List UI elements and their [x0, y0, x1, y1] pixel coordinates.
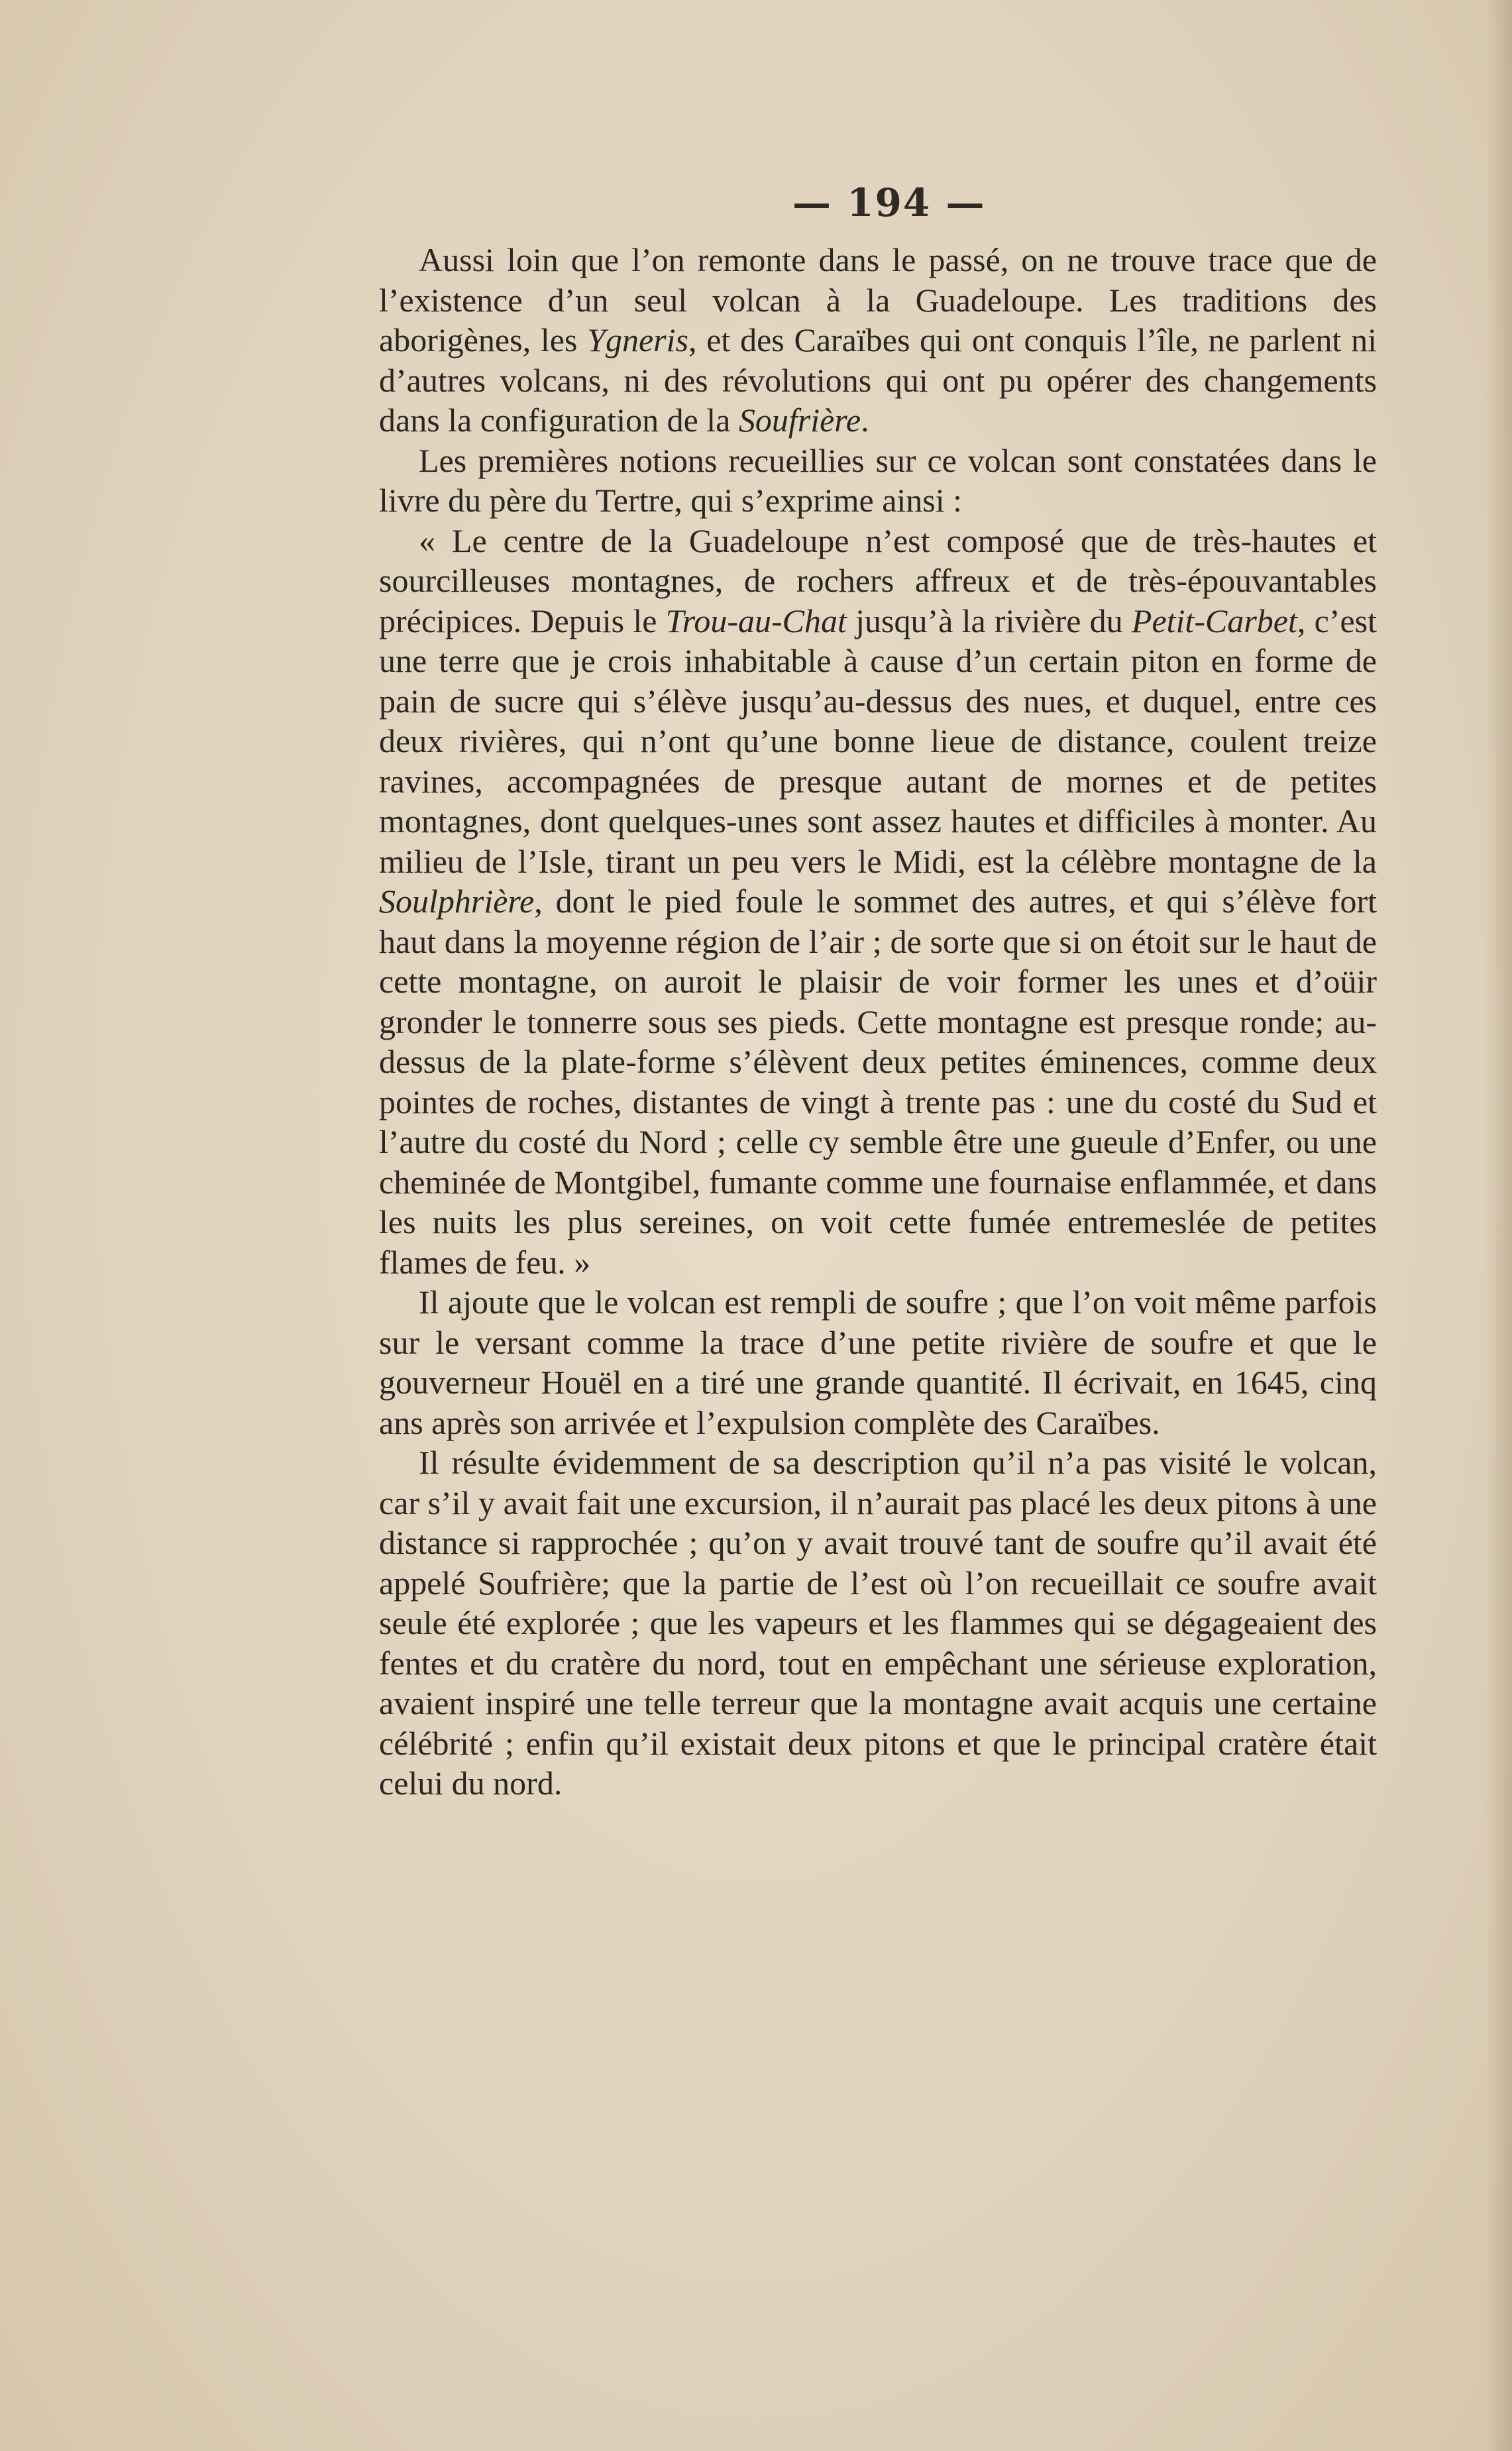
- paragraph-quotation: « Le centre de la Guadeloupe n’est composé que de très-hautes et sourcilleuses montagnes, de rochers affreux et de très-épouvantables précipices. Depuis le Trou-au-Chat jusqu’à la rivière du Petit-Carbet, c’est une terre que je crois inhabitable à cause d’un certain piton en forme de pain de sucre qui s’élève jusqu’au-dessus des nues, et duquel, entre ces deux rivières, qui n’ont qu’une bonne lieue de distance, coulent treize ravines, accompagnées de presque autant de mornes et de petites montagnes, dont quelques-unes sont assez hautes et difficiles à monter. Au milieu de l’Isle, tirant un peu vers le Midi, est la célèbre montagne de la Soulphrière, dont le pied foule le sommet des autres, et qui s’élève fort haut dans la moyenne région de l’air ; de sorte que si on étoit sur le haut de cette montagne, on auroit le plaisir de voir former les unes et d’oüir gronder le tonnerre sous ses pieds. Cette montagne est presque ronde; au-dessus de la plate-forme s’élèvent deux petites éminences, comme deux pointes de roches, distantes de vingt à trente pas : une du costé du Sud et l’autre du costé du Nord ; celle cy semble être une gueule d’Enfer, ou une cheminée de Montgibel, fumante comme une fournaise enflammée, et dans les nuits les plus sereines, on voit cette fumée entremeslée de petites flames de feu. »: [379, 521, 1377, 1281]
- paragraph-volcano-history: Aussi loin que l’on remonte dans le passé, on ne trouve trace que de l’existence d’un seul volcan à la Guadeloupe. Les traditions des aborigènes, les Ygneris, et des Caraïbes qui ont conquis l’île, ne parlent ni d’autres volcans, ni des révolutions qui ont pu opérer des changements dans la configuration de la Soufrière.: [379, 241, 1377, 439]
- italic-trou-au-chat: Trou-au-Chat: [665, 602, 847, 639]
- italic-soufriere: Soufrière: [738, 402, 861, 439]
- italic-ygneris: Ygneris: [587, 321, 688, 358]
- page-number: — 194 —: [792, 180, 986, 225]
- italic-soulphriere: Soulphrière: [379, 883, 535, 920]
- paragraph-sulfur: Il ajoute que le volcan est rempli de soufre ; que l’on voit même parfois sur le versant comme la trace d’une petite rivière de soufre et que le gouverneur Houël en a tiré une grande quantité. Il écrivait, en 1645, cinq ans après son arrivée et l’expulsion complète des Caraïbes.: [379, 1283, 1377, 1441]
- body-text: [379, 240, 1377, 1804]
- page-edge-shadow: [1485, 0, 1512, 2451]
- italic-petit-carbet: Petit-Carbet: [1131, 602, 1297, 639]
- paragraph-first-notions: Les premières notions recueillies sur ce volcan sont constatées dans le livre du père du Tertre, qui s’exprime ainsi :: [379, 441, 1377, 519]
- paragraph-conclusion: Il résulte évidemment de sa description qu’il n’a pas visité le volcan, car s’il y avait fait une excursion, il n’aurait pas placé les deux pitons à une distance si rapprochée ; qu’on y avait trouvé tant de soufre qu’il avait été appelé Soufrière; que la partie de l’est où l’on recueillait ce soufre avait seule été explorée ; que les vapeurs et les flammes qui se dégageaient des fentes et du cratère du nord, tout en empêchant une sérieuse exploration, avaient inspiré une telle terreur que la montagne avait acquis une certaine célébrité ; enfin qu’il existait deux pitons et que le principal cratère était celui du nord.: [379, 1444, 1377, 1802]
